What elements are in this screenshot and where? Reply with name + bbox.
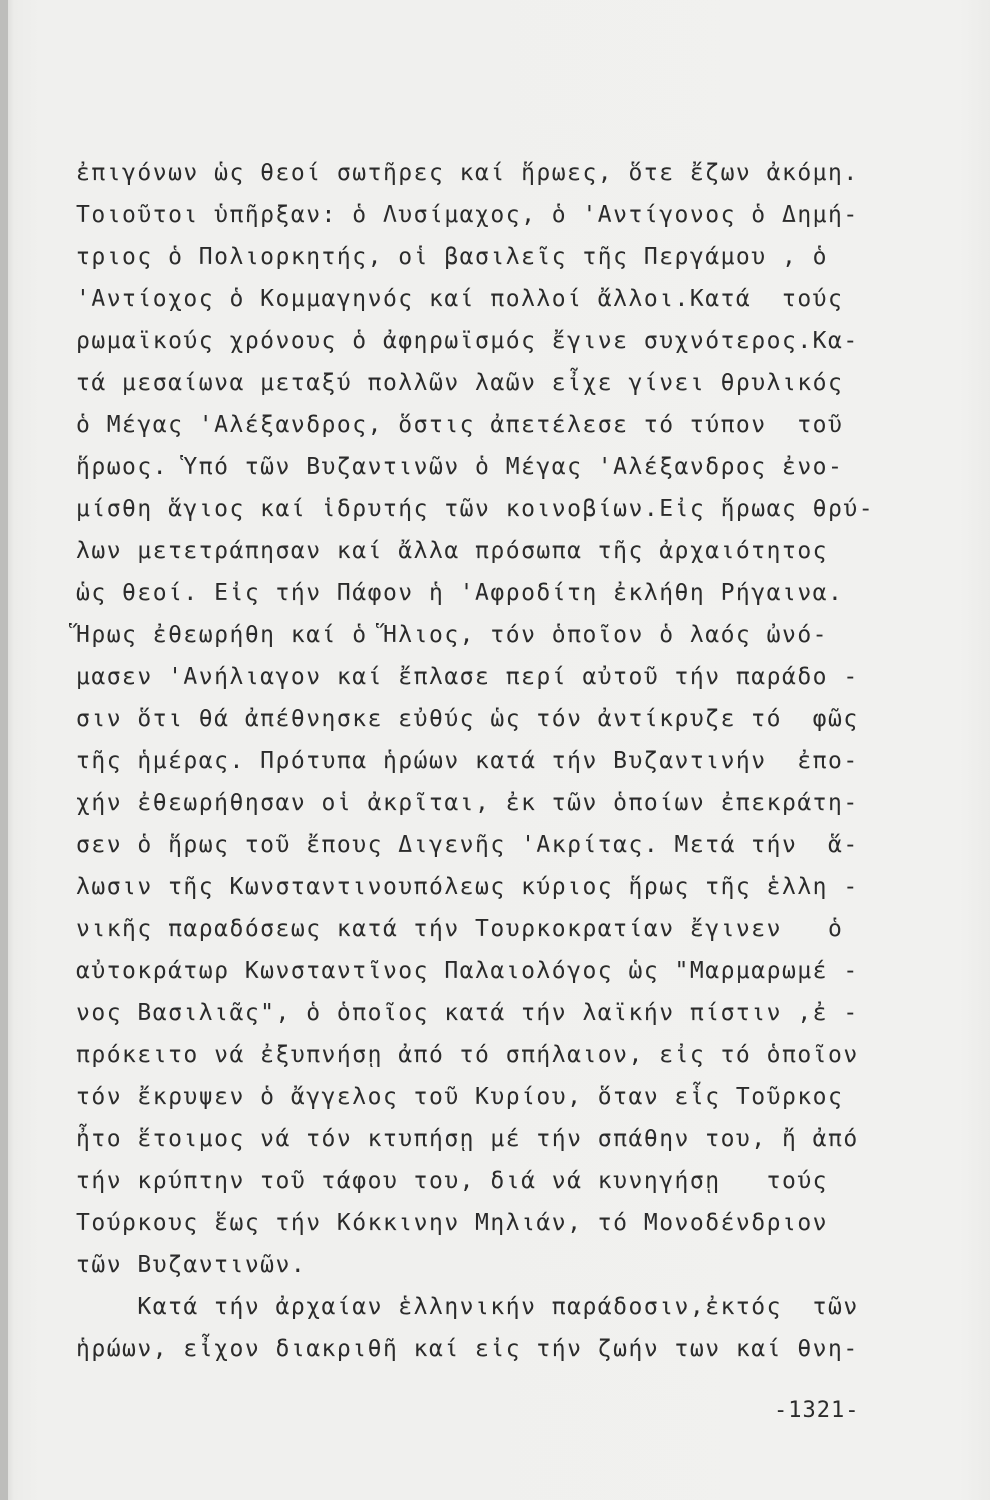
- text-line: τήν κρύπτην τοῦ τάφου του, διά νά κυνηγήσῃ τούς: [76, 1168, 829, 1194]
- text-line: τῆς ἡμέρας. Πρότυπα ἡρώων κατά τήν Βυζαντινήν ἐπο-: [76, 748, 859, 774]
- text-line: τῶν Βυζαντινῶν.: [76, 1252, 307, 1278]
- text-line: πρόκειτο νά ἐξυπνήσῃ ἀπό τό σπήλαιον, εἰς τό ὁποῖον: [76, 1042, 859, 1068]
- text-line: σιν ὅτι θά ἀπέθνησκε εὐθύς ὡς τόν ἀντίκρυζε τό φῶς: [76, 706, 859, 732]
- text-line: ρωμαϊκούς χρόνους ὁ ἀφηρωϊσμός ἔγινε συχνότερος.Κα-: [76, 328, 859, 354]
- text-line: τριος ὁ Πολιορκητής, οἱ βασιλεῖς τῆς Περγάμου , ὁ: [76, 244, 829, 270]
- text-line: λωσιν τῆς Κωνσταντινουπόλεως κύριος ἥρως τῆς ἑλλη -: [76, 874, 859, 900]
- text-line: τά μεσαίωνα μεταξύ πολλῶν λαῶν εἶχε γίνει θρυλικός: [76, 370, 844, 396]
- text-line: αὐτοκράτωρ Κωνσταντῖνος Παλαιολόγος ὡς "Μαρμαρωμέ -: [76, 958, 859, 984]
- page-number: -1321-: [774, 1398, 860, 1423]
- text-line: Τούρκους ἕως τήν Κόκκινην Μηλιάν, τό Μονοδένδριον: [76, 1210, 829, 1236]
- text-line: μασεν 'Ανήλιαγον καί ἔπλασε περί αὐτοῦ τήν παράδο -: [76, 664, 859, 690]
- text-line: τόν ἔκρυψεν ὁ ἄγγελος τοῦ Κυρίου, ὅταν εἷς Τοῦρκος: [76, 1084, 844, 1110]
- text-line: νος Βασιλιᾶς", ὁ ὁποῖος κατά τήν λαϊκήν πίστιν ,ἐ -: [76, 1000, 859, 1026]
- text-line: ὁ Μέγας 'Αλέξανδρος, ὅστις ἀπετέλεσε τό τύπον τοῦ: [76, 412, 844, 438]
- text-line: λων μετετράπησαν καί ἄλλα πρόσωπα τῆς ἀρχαιότητος: [76, 538, 829, 564]
- text-line: ἡρώων, εἶχον διακριθῆ καί εἰς τήν ζωήν των καί θνη-: [76, 1336, 859, 1362]
- text-line: ὡς θεοί. Εἰς τήν Πάφον ἡ 'Αφροδίτη ἐκλήθη Ρήγαινα.: [76, 580, 844, 606]
- text-line: νικῆς παραδόσεως κατά τήν Τουρκοκρατίαν ἔγινεν ὁ: [76, 916, 844, 942]
- text-line: Τοιοῦτοι ὑπῆρξαν: ὁ Λυσίμαχος, ὁ 'Αντίγονος ὁ Δημή-: [76, 202, 859, 228]
- text-line: μίσθη ἅγιος καί ἱδρυτής τῶν κοινοβίων.Εἰς ἥρωας θρύ-: [76, 496, 875, 522]
- text-line: ἦτο ἕτοιμος νά τόν κτυπήσῃ μέ τήν σπάθην του, ἤ ἀπό: [76, 1126, 859, 1152]
- text-line: 'Αντίοχος ὁ Κομμαγηνός καί πολλοί ἄλλοι.Κατά τούς: [76, 286, 844, 312]
- text-line: Ἥρως ἐθεωρήθη καί ὁ Ἥλιος, τόν ὁποῖον ὁ λαός ὠνό-: [76, 622, 829, 648]
- text-line: χήν ἐθεωρήθησαν οἱ ἀκρῖται, ἐκ τῶν ὁποίων ἐπεκράτη-: [76, 790, 859, 816]
- text-line: Κατά τήν ἀρχαίαν ἑλληνικήν παράδοσιν,ἐκτός τῶν: [76, 1294, 859, 1320]
- text-line: ἥρωος. Ὑπό τῶν Βυζαντινῶν ὁ Μέγας 'Αλέξανδρος ἐνο-: [76, 454, 844, 480]
- text-line: σεν ὁ ἥρως τοῦ ἔπους Διγενῆς 'Ακρίτας. Μετά τήν ἅ-: [76, 832, 859, 858]
- text-line: ἐπιγόνων ὡς θεοί σωτῆρες καί ἥρωες, ὅτε ἔζων ἀκόμη.: [76, 160, 859, 186]
- page-binding-edge: [0, 0, 8, 1500]
